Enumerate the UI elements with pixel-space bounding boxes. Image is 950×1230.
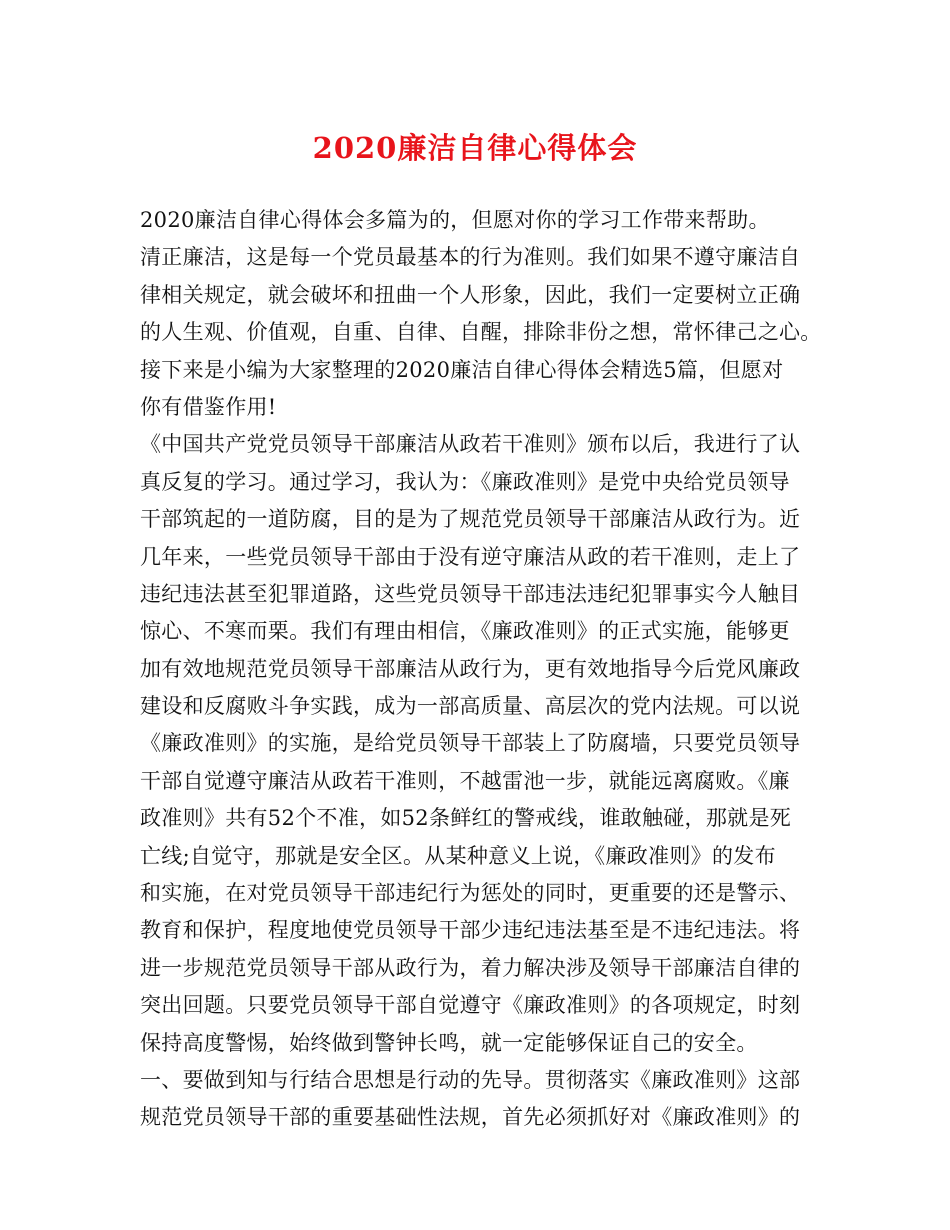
body-line: 《廉政准则》的实施，是给党员领导干部装上了防腐墙，只要党员领导: [140, 731, 801, 756]
body-line: 清正廉洁，这是每一个党员最基本的行为准则。我们如果不遵守廉洁自: [140, 245, 801, 270]
body-line: 一、要做到知与行结合思想是行动的先导。贯彻落实《廉政准则》这部: [140, 1067, 801, 1092]
body-line: 的人生观、价值观，自重、自律、自醒，排除非份之想，常怀律己之心。: [140, 320, 822, 345]
body-line: 规范党员领导干部的重要基础性法规，首先必须抓好对《廉政准则》的: [140, 1105, 801, 1130]
body-line: 政准则》共有52个不准，如52条鲜红的警戒线，谁敢触碰，那就是死: [140, 806, 792, 831]
body-line: 违纪违法甚至犯罪道路，这些党员领导干部违法违纪犯罪事实今人触目: [140, 581, 801, 606]
body-line: 教育和保护，程度地使党员领导干部少违纪违法基至是不违纪违法。将: [140, 918, 801, 943]
body-line: 突出回题。只要党员领导干部自觉遵守《廉政准则》的各项规定，时刻: [140, 993, 801, 1018]
body-line: 加有效地规范党员领导干部廉洁从政行为，更有效地指导今后党风廉政: [140, 656, 801, 681]
body-line: 你有借鉴作用!: [140, 394, 277, 419]
document-title: 2020廉洁自律心得体会: [312, 131, 638, 165]
body-line: 真反复的学习。通过学习，我认为：《廉政准则》是党中央给党员领导: [140, 469, 790, 494]
body-line: 进一步规范党员领导干部从政行为，着力解决涉及领导干部廉洁自律的: [140, 955, 801, 980]
body-line: 和实施，在对党员领导干部违纪行为惩处的同时，更重要的还是警示、: [140, 881, 801, 906]
body-line: 惊心、不寒而栗。我们有理由相信，《廉政准则》的正式实施，能够更: [140, 619, 790, 644]
body-line: 接下来是小编为大家整理的2020廉洁自律心得体会精选5篇，但愿对: [140, 357, 784, 382]
body-line: 《中国共产党党员领导干部廉洁从政若干准则》颁布以后，我进行了认: [140, 432, 801, 457]
body-line: 几年来，一些党员领导干部由于没有逆守廉洁从政的若干准则，走上了: [140, 544, 801, 569]
body-line: 建设和反腐败斗争实践，成为一部高质量、高层次的党内法规。可以说: [140, 694, 801, 719]
body-line: 干部筑起的一道防腐，目的是为了规范党员领导干部廉洁从政行为。近: [140, 507, 801, 532]
body-line: 2020廉洁自律心得体会多篇为的，但愿对你的学习工作带来帮助。: [140, 208, 770, 232]
body-line: 干部自觉遵守廉洁从政若干准则，不越雷池一步，就能远离腐败。《廉: [140, 768, 790, 793]
body-line: 律相关规定，就会破坏和扭曲一个人形象，因此，我们一定要树立正确: [140, 282, 801, 307]
body-line: 亡线;自觉守，那就是安全区。从某种意义上说，《廉政准则》的发布: [140, 843, 776, 868]
body-line: 保持高度警惕，始终做到警钟长鸣，就一定能够保证自己的安全。: [140, 1030, 758, 1055]
document-body: [140, 202, 830, 1137]
